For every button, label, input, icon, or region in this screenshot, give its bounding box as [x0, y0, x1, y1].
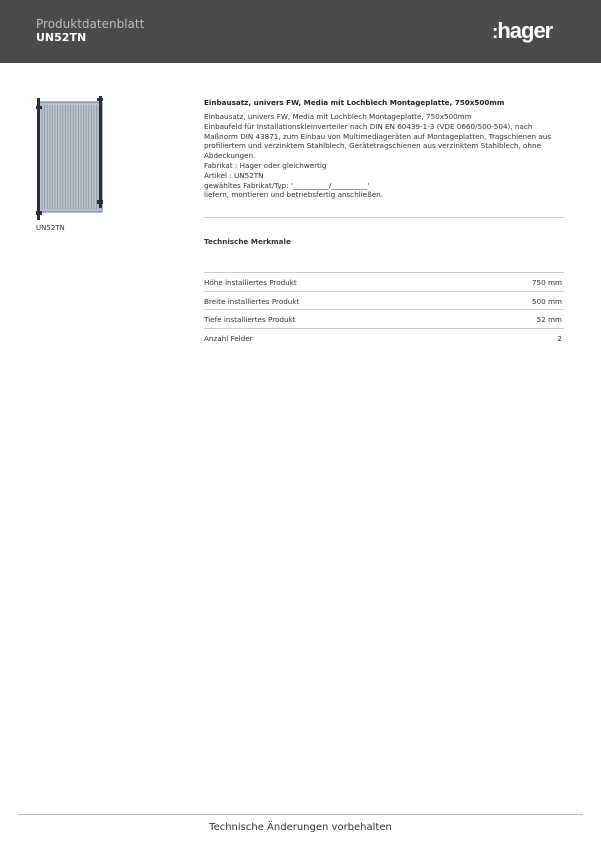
spec-value: 750 mm: [531, 278, 562, 287]
product-image: [36, 96, 104, 222]
spec-value: 500 mm: [531, 296, 562, 306]
spec-row: [204, 272, 564, 291]
image-caption: UN52TN: [36, 224, 65, 232]
hager-logo: :hager: [492, 18, 553, 43]
description-line: Fabrikat : Hager oder gleichwertig: [204, 160, 327, 170]
spec-table: [204, 272, 564, 346]
description-text: [204, 112, 564, 200]
spec-row: [204, 309, 564, 328]
page-header: [0, 0, 601, 63]
product-description-block: [204, 98, 564, 200]
footer-text: Technische Änderungen vorbehalten: [209, 822, 392, 833]
spec-row: [204, 291, 564, 310]
divider: [204, 217, 564, 218]
description-line: liefern, montieren und betriebsfertig anschließen.: [204, 190, 383, 200]
description-line: Einbaufeld für Installationskleinverteiler nach DIN EN 60439-1-3 (VDE 0660/500-504), nach: [204, 121, 533, 131]
spec-label: Anzahl Felder: [204, 333, 253, 343]
footer-divider: [18, 814, 583, 815]
spec-value: 52 mm: [536, 315, 562, 324]
product-title: Einbausatz, univers FW, Media mit Lochblech Montageplatte, 750x500mm: [204, 98, 505, 107]
spec-label: Breite installiertes Produkt: [204, 296, 300, 306]
description-line: Abdeckungen.: [204, 151, 256, 161]
document-code: UN52TN: [36, 31, 87, 44]
spec-label: Höhe installiertes Produkt: [204, 278, 297, 287]
section-title: Technische Merkmale: [204, 237, 291, 246]
document-type: Produktdatenblatt: [36, 17, 145, 31]
description-line: gewähltes Fabrikat/Typ: '__________/__________': [204, 180, 370, 190]
description-line: Maßnorm DIN 43871, zum Einbau von Multimediageräten auf Montageplatten, Tragschienen aus: [204, 131, 552, 141]
spec-label: Tiefe installiertes Produkt: [204, 315, 296, 324]
spec-row: [204, 328, 564, 347]
description-line: Artikel : UN52TN: [204, 170, 264, 180]
description-line: Einbausatz, univers FW, Media mit Lochblech Montageplatte, 750x500mm: [204, 112, 472, 121]
description-line: profiliertem und verzinktem Stahlblech, Gerätetragschienen aus verzinktem Stahlblech, ohne: [204, 141, 541, 151]
spec-value: 2: [557, 333, 562, 343]
